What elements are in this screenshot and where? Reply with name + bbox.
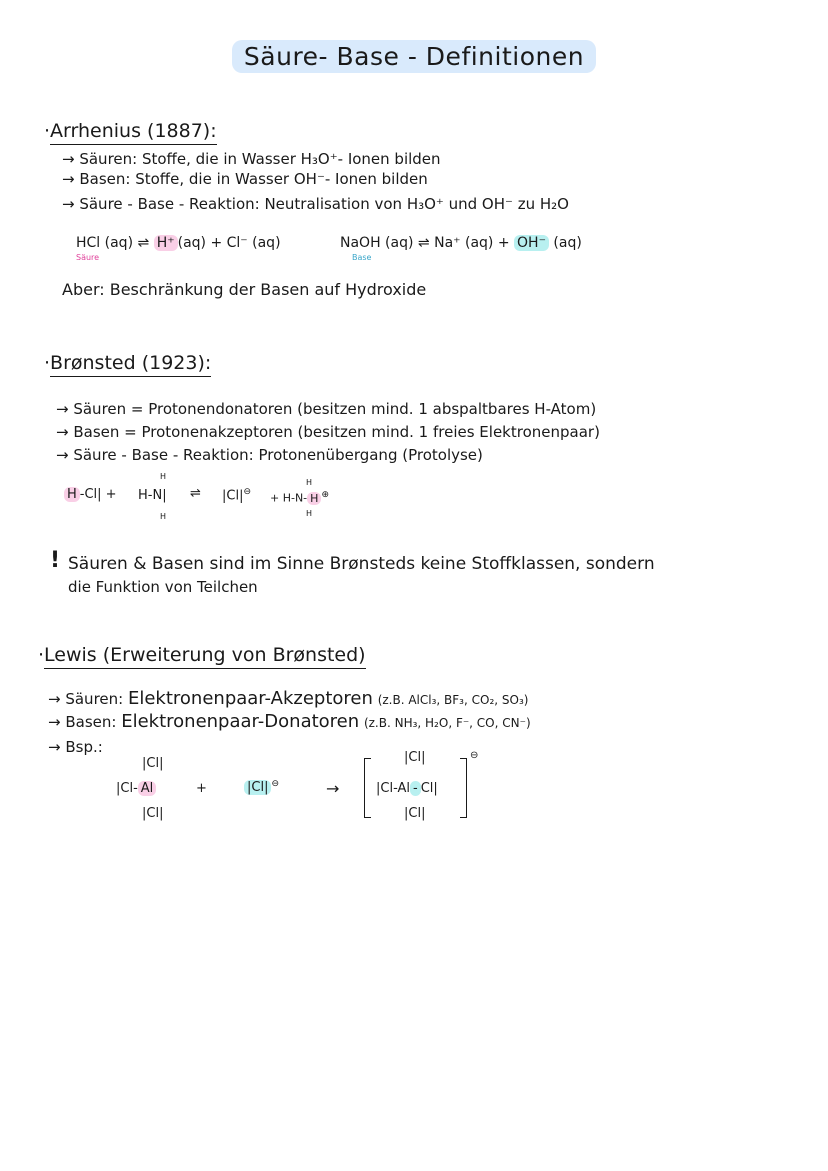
ammonia-h-bottom: H xyxy=(160,512,167,521)
bronsted-note-line2: die Funktion von Teilchen xyxy=(68,578,258,596)
plus-sign: + xyxy=(196,781,207,796)
product-charge: ⊖ xyxy=(470,750,479,761)
alcl3-cl-bottom: |Cl| xyxy=(142,806,164,821)
alcl3-center: |Cl- Al xyxy=(116,781,156,796)
product-cl-top: |Cl| xyxy=(404,750,426,765)
lewis-item-bases: → Basen: Elektronenpaar-Donatoren (z.B. NH₃, H₂O, F⁻, CO, CN⁻) xyxy=(48,711,531,732)
reaction-arrow: → xyxy=(326,779,340,798)
arrhenius-item-bases: → Basen: Stoffe, die in Wasser OH⁻- Ionen bilden xyxy=(62,170,428,188)
bracket-right xyxy=(460,758,467,818)
h-ion-highlight: H⁺ xyxy=(154,235,178,251)
arrhenius-heading: ·Arrhenius (1887): xyxy=(44,120,217,142)
arrhenius-item-reaction: → Säure - Base - Reaktion: Neutralisation von H₃O⁺ und OH⁻ zu H₂O xyxy=(62,195,569,213)
bronsted-item-acids: → Säuren = Protonendonatoren (besitzen mind. 1 abspaltbares H-Atom) xyxy=(56,400,597,418)
arrhenius-note: Aber: Beschränkung der Basen auf Hydroxide xyxy=(62,280,427,299)
ammonium-h-top: H xyxy=(306,478,313,487)
equilibrium-arrow: ⇌ xyxy=(190,486,201,501)
product-cl-bottom: |Cl| xyxy=(404,806,426,821)
product-center: |Cl-Al - Cl| xyxy=(376,781,438,796)
ammonium-ion: + H-N- H ⊕ xyxy=(270,490,329,505)
al-highlight: Al xyxy=(138,781,157,796)
new-h-highlight: H xyxy=(307,492,321,505)
page-title xyxy=(0,42,828,71)
ammonia-h-top: H xyxy=(160,472,167,481)
label-base: Base xyxy=(352,253,372,262)
new-bond-highlight: - xyxy=(410,781,421,796)
oh-ion-highlight: OH⁻ xyxy=(514,235,549,251)
acid-h-highlight: H xyxy=(64,487,80,502)
alcl3-cl-top: |Cl| xyxy=(142,756,164,771)
arrhenius-item-acids: → Säuren: Stoffe, die in Wasser H₃O⁺- Ionen bilden xyxy=(62,150,441,168)
bronsted-item-reaction: → Säure - Base - Reaktion: Protonenübergang (Protolyse) xyxy=(56,446,483,464)
bronsted-heading: ·Brønsted (1923): xyxy=(44,352,211,374)
bronsted-note-line1: Säuren & Basen sind im Sinne Brønsteds keine Stoffklassen, sondern xyxy=(68,554,655,574)
ammonia: H-N| xyxy=(138,488,167,503)
bronsted-item-bases: → Basen = Protonenakzeptoren (besitzen mind. 1 freies Elektronenpaar) xyxy=(56,423,600,441)
chloride-highlight: |Cl| xyxy=(244,780,271,795)
lewis-heading: ·Lewis (Erweiterung von Brønsted) xyxy=(38,644,366,666)
warning-mark: ! xyxy=(50,548,61,573)
lewis-item-example: → Bsp.: xyxy=(48,738,103,756)
lewis-item-acids: → Säuren: Elektronenpaar-Akzeptoren (z.B. AlCl₃, BF₃, CO₂, SO₃) xyxy=(48,688,529,709)
arrhenius-equation-hcl: HCl (aq) ⇌ H⁺ (aq) + Cl⁻ (aq) xyxy=(76,235,281,251)
ammonium-h-bottom: H xyxy=(306,509,313,518)
chloride-base: |Cl| ⊖ xyxy=(244,779,279,795)
label-acid: Säure xyxy=(76,253,100,262)
bronsted-reaction: H -Cl| + xyxy=(64,487,117,502)
title-text: Säure- Base - Definitionen xyxy=(232,40,596,73)
bracket-left xyxy=(364,758,371,818)
chloride-ion: |Cl|⊖ xyxy=(222,487,251,504)
arrhenius-equation-naoh: NaOH (aq) ⇌ Na⁺ (aq) + OH⁻ (aq) xyxy=(340,235,582,251)
